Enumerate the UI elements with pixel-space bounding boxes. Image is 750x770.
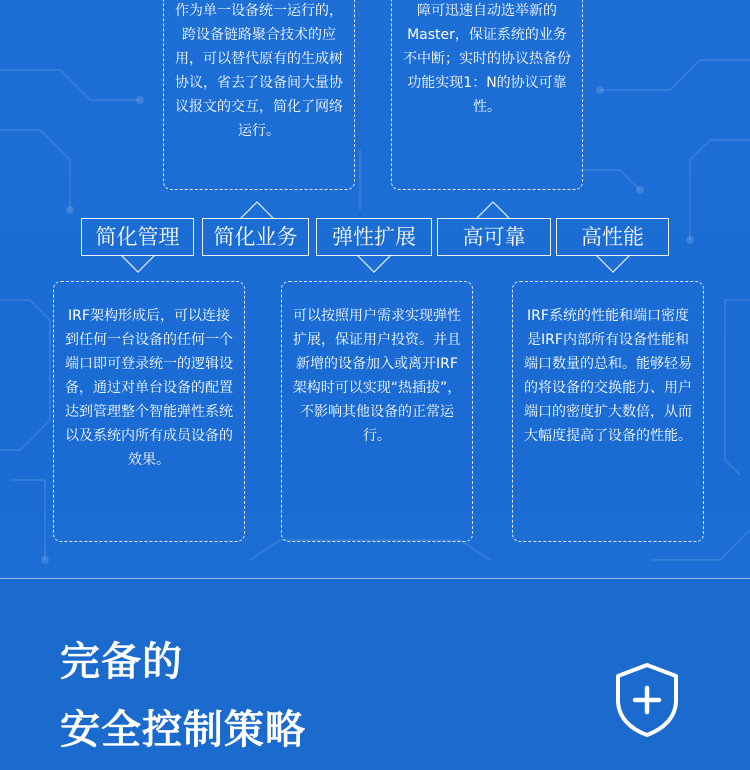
feature-box-top-1	[163, 0, 355, 190]
pointer-down-icon	[596, 255, 630, 273]
label-elastic-expansion: 弹性扩展	[316, 218, 432, 256]
shield-plus-icon	[614, 662, 680, 738]
feature-box-bottom-1	[53, 281, 245, 542]
pointer-down-icon	[357, 255, 391, 273]
feature-text: IRF系统的性能和端口密度是IRF内部所有设备性能和端口数量的总和。能够轻易的将设备的交换能力、用户端口的密度扩大数倍，从而大幅度提高了设备的性能。	[524, 308, 692, 444]
label-high-performance: 高性能	[556, 218, 669, 256]
label-simplify-business: 简化业务	[202, 218, 309, 256]
pointer-down-icon	[121, 255, 155, 273]
feature-text: 障可迅速自动选举新的Master，保证系统的业务不中断；实时的协议热备份功能实现1：N的协议可靠性。	[403, 3, 571, 115]
section-divider	[0, 578, 750, 579]
label-high-reliability: 高可靠	[437, 218, 551, 256]
feature-text: IRF架构形成后，可以连接到任何一台设备的任何一个端口即可登录统一的逻辑设备，通过对单台设备的配置达到管理整个智能弹性系统以及系统内所有成员设备的效果。	[65, 308, 233, 468]
feature-box-bottom-2	[281, 281, 473, 542]
section-title-line-1: 完备的	[60, 639, 183, 685]
feature-text: 作为单一设备统一运行的，跨设备链路聚合技术的应用，可以替代原有的生成树协议，省去了设备间大量协议报文的交互，简化了网络运行。	[175, 3, 343, 139]
feature-box-bottom-3	[512, 281, 704, 542]
feature-text: 可以按照用户需求实现弹性扩展，保证用户投资。并且新增的设备加入或离开IRF架构时可以实现“热插拔”，不影响其他设备的正常运行。	[292, 308, 462, 444]
label-simplify-management: 简化管理	[81, 218, 194, 256]
pointer-up-icon	[476, 201, 510, 219]
pointer-up-icon	[240, 201, 274, 219]
feature-box-top-2	[391, 0, 583, 190]
section-title-line-2: 安全控制策略	[60, 707, 306, 753]
